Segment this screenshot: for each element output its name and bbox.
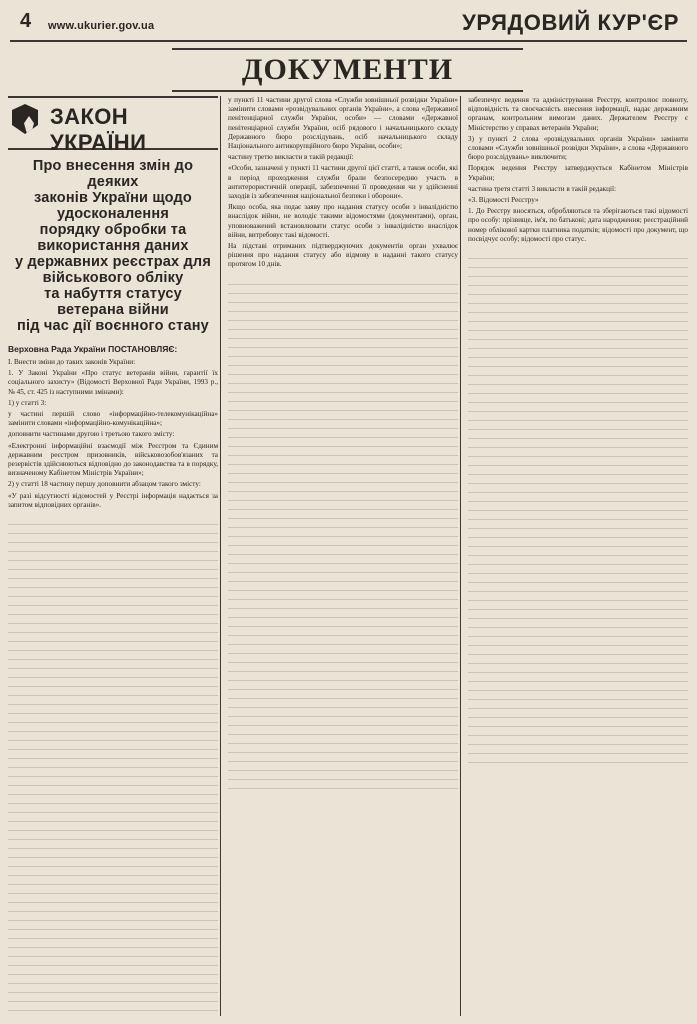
paragraph: 1) у статті 3: xyxy=(8,398,47,407)
page-header xyxy=(8,8,689,42)
paragraph: «У разі відсутності відомостей у Реєстрі інформація надається за запитом відповідних органів». xyxy=(8,491,218,509)
column-rule xyxy=(460,96,461,1016)
column-3 xyxy=(468,96,688,1016)
paragraph: 1. До Реєстру вносяться, обробляються та зберігаються такі відомості про особу: прізвище, ім'я, по батькові; дата народження; реєстраційний номер облікової картки платника податків; відомості про документ, що посвідчує особу; відомості про статус. xyxy=(468,207,688,243)
paragraph: «Особи, зазначені у пункті 11 частини другої цієї статті, а також особи, які в період проходження служби брали безпосередню участь в антитерористичній операції, забезпеченні її проведення чи у здійсненні заходів із забезпечення національної безпеки і оборони». xyxy=(228,164,458,201)
paragraph: у пункті 11 частини другої слова «Служби зовнішньої розвідки України» замінити словами «розвідувальних органів України», а слова «Державної пенітенціарної служби України, особи» — словами «Державної пенітенціарної служби України, осіб рядового і начальницького складу Державного бюро розслідувань, осіб начальницького складу Національного антикорупційного бюро України, особи»; xyxy=(228,96,458,151)
subtitle-line: у державних реєстрах для військового обліку xyxy=(14,254,211,286)
emblem-icon xyxy=(12,104,38,134)
subtitle-line: та набуття статусу ветерана війни xyxy=(44,286,182,318)
paragraph: 1. У Законі України «Про статус ветеранів війни, гарантії їх соціального захисту» (Відомості Верховної Ради України, 1993 р., № 45, ст. 425 із наступними змінами): xyxy=(8,369,218,396)
paragraph: Якщо особа, яка подає заяву про надання статусу особи з інвалідністю внаслідок війни, не володіє такими відомостями (документами), орган, уповноважений встановлювати статус особи з інвалідністю внаслідок війни, витребовує такі відомості. xyxy=(228,203,458,239)
paragraph: у частині першій слово «інформаційно-телекомунікаційна» замінити словами «інформаційно-комунікаційна»; xyxy=(8,410,218,428)
text-continuation xyxy=(8,516,218,1016)
column-rule xyxy=(220,96,221,1016)
subtitle-line: законів України щодо удосконалення xyxy=(34,190,192,222)
header-rule xyxy=(10,40,687,42)
paragraph: частину третю викласти в такій редакції: xyxy=(228,153,354,162)
text-continuation xyxy=(228,276,458,796)
paragraph: забезпечує ведення та адміністрування Реєстру, контролює повноту, відповідність та своєчасність внесення інформації, надає державним органам, контрольним вимогам даних. Держателем Реєстру є Міністерство у справах ветеранів України; xyxy=(468,96,688,132)
law-title: ЗАКОН УКРАЇНИ xyxy=(50,104,147,155)
site-url[interactable]: www.ukurier.gov.ua xyxy=(48,20,155,32)
paragraph: 2) у статті 18 частину першу доповнити абзацом такого змісту: xyxy=(8,480,201,489)
newspaper-name: УРЯДОВИЙ КУР'ЄР xyxy=(462,10,679,35)
page-number: 4 xyxy=(20,10,32,32)
paragraph: частина третя статті 3 викласти в такій редакції: xyxy=(468,184,616,193)
paragraph: «Електронні інформаційні взаємодії між Реєстром та Єдиним державним реєстром призовників, військовозобов'язаних та резервістів здійснюються відповідно до законодавства та в порядку, визначеному Кабінетом Міністрів України»; xyxy=(8,441,218,478)
text-continuation xyxy=(468,250,688,770)
law-header xyxy=(8,96,218,155)
paragraph: На підставі отриманих підтверджуючих документів орган ухвалює рішення про надання статусу або відмову в наданні такого статусу протягом 10 днів. xyxy=(228,242,458,269)
column-2 xyxy=(228,96,458,1016)
subtitle-line: порядку обробки та використання даних xyxy=(37,222,189,254)
lead-line: Верховна Рада України ПОСТАНОВЛЯЄ: xyxy=(8,344,178,354)
paragraph: I. Внести зміни до таких законів України: xyxy=(8,358,136,366)
law-subtitle xyxy=(8,150,218,340)
subtitle-line: Про внесення змін до деяких xyxy=(32,158,194,190)
paragraph: Порядок ведення Реєстру затверджується Кабінетом Міністрів України; xyxy=(468,164,688,182)
subtitle-line: під час дії воєнного стану xyxy=(17,318,209,334)
paragraph: 3) у пункті 2 слова «розвідувальних органів України» замінити словами «Служби зовнішньої розвідки України», а слова «Державного бюро розслідувань» виключити; xyxy=(468,134,688,162)
paragraph: доповнити частинами другою і третьою такого змісту: xyxy=(8,430,175,439)
section-title: ДОКУМЕНТИ xyxy=(172,48,523,92)
paragraph: «3. Відомості Реєстру» xyxy=(468,196,539,205)
column-1 xyxy=(8,96,218,1016)
